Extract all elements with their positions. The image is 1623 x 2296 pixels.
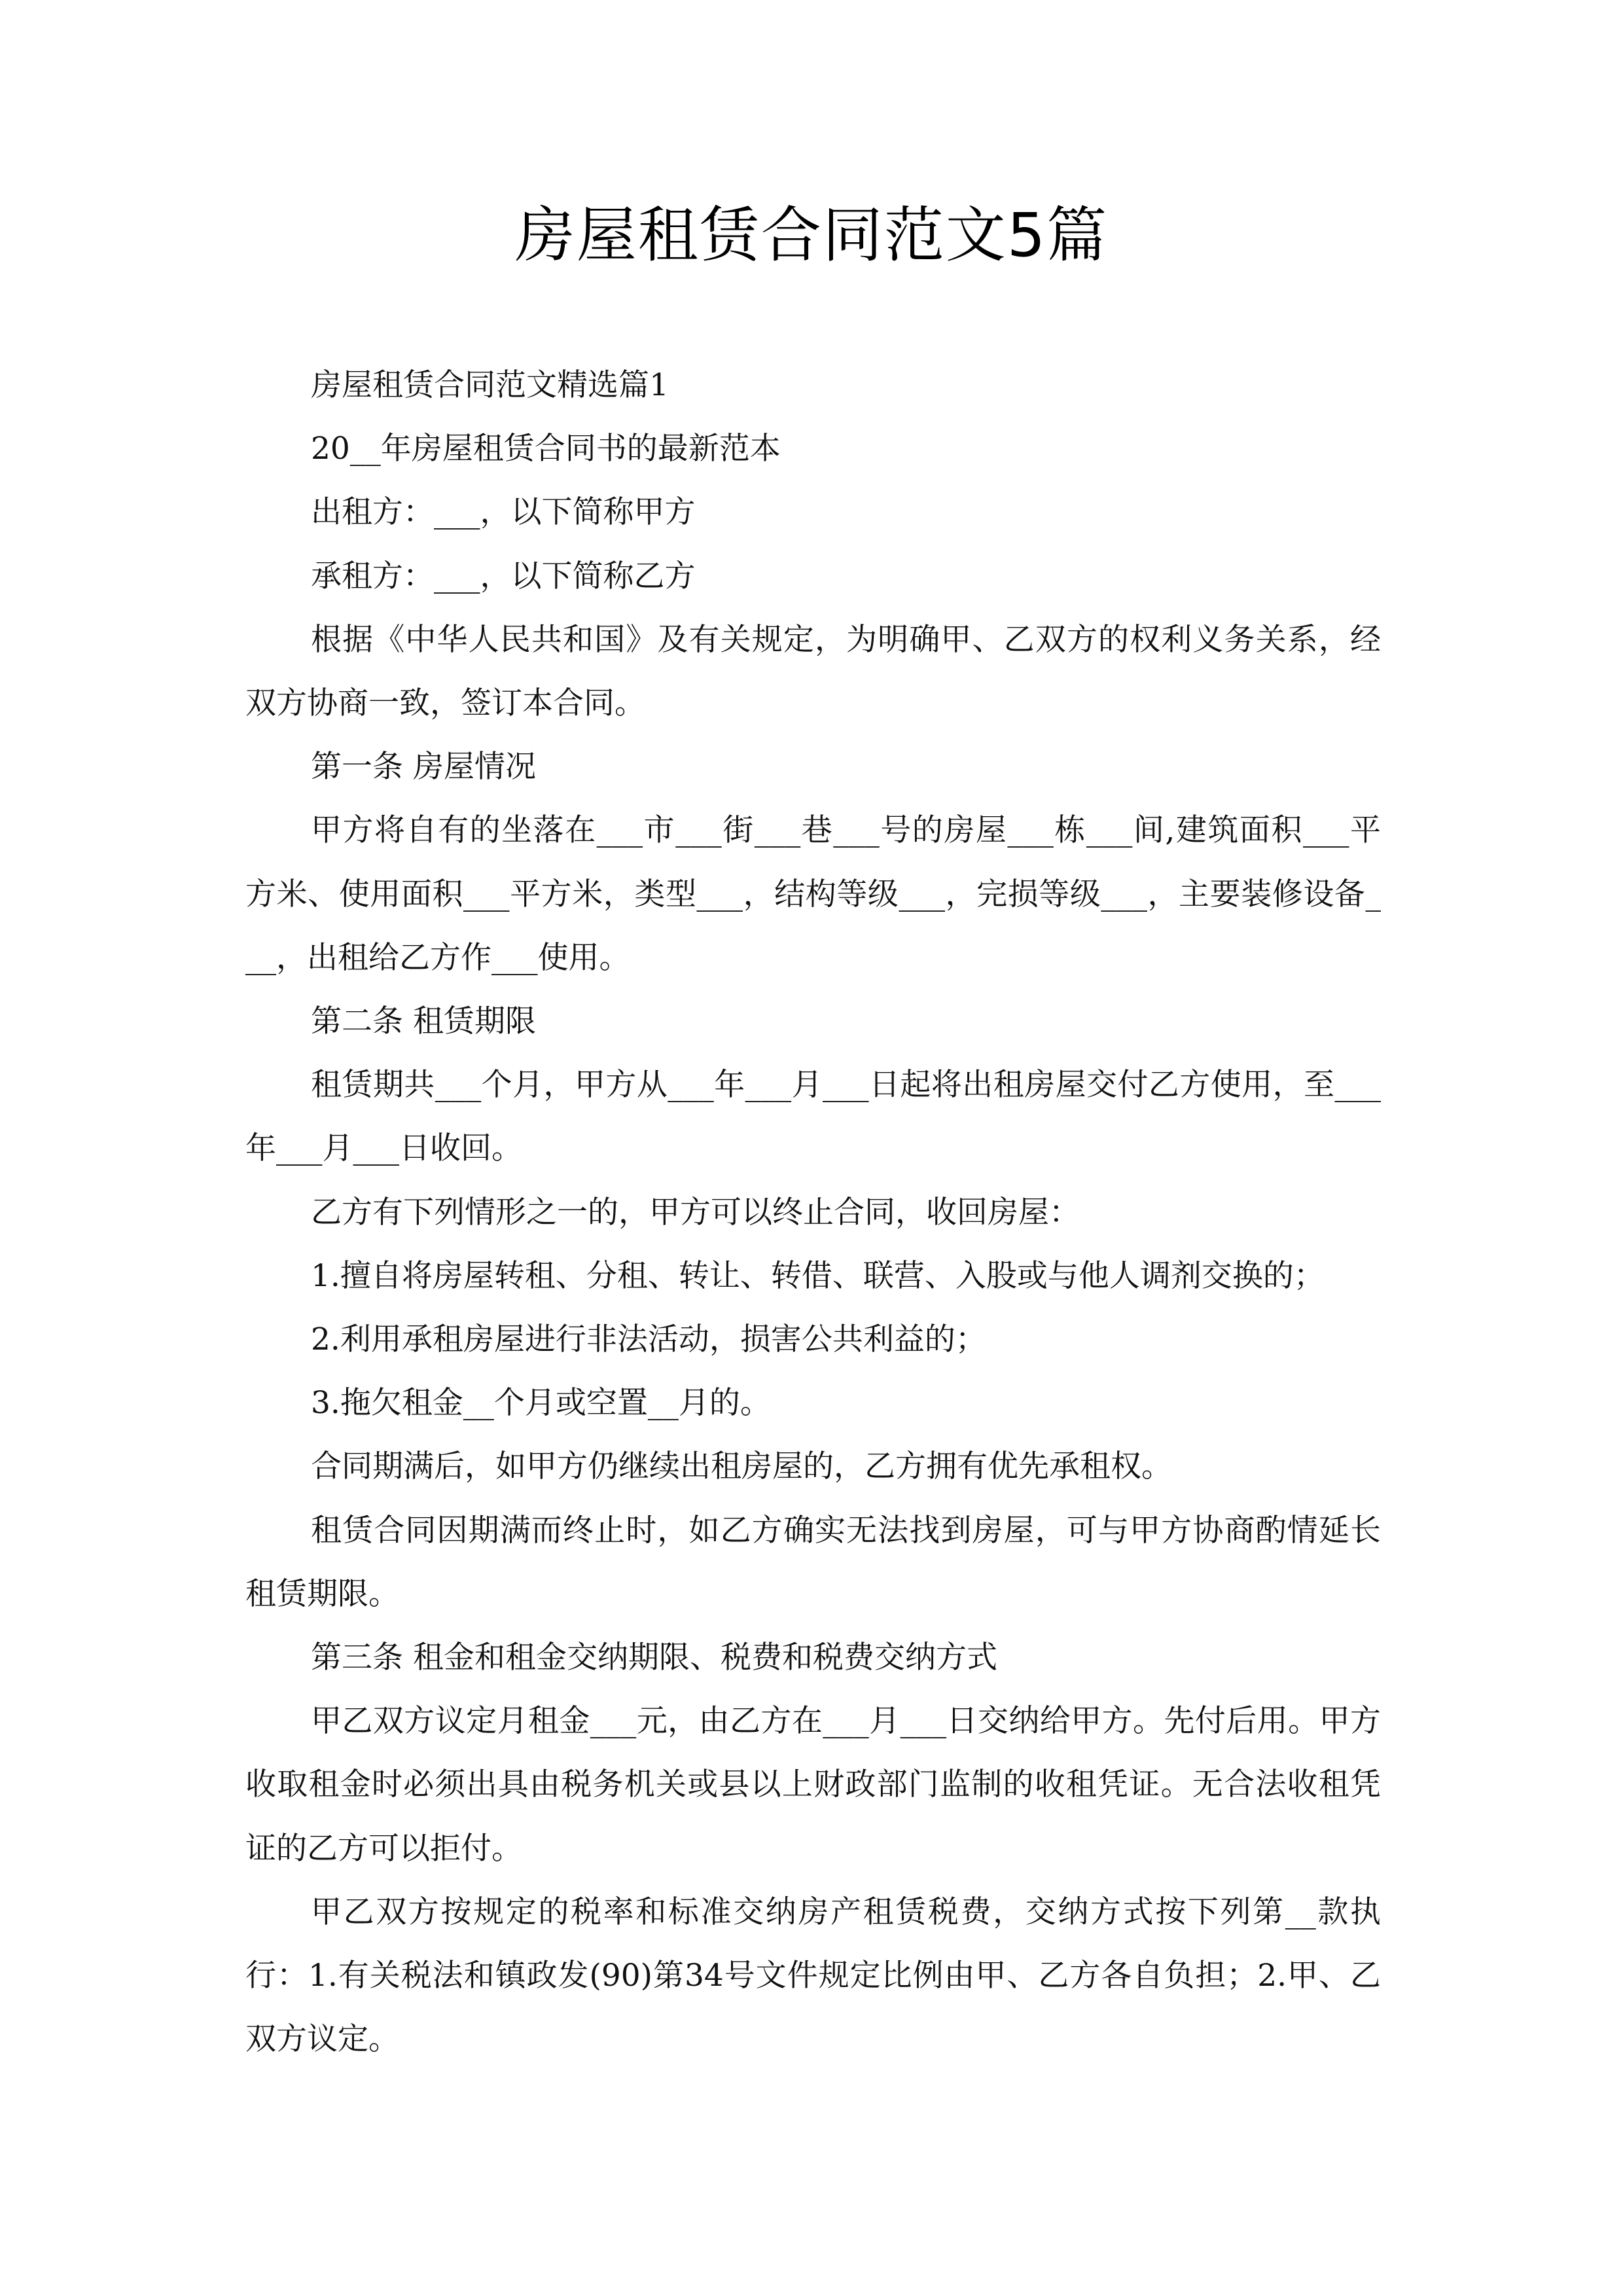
article-3-heading: 第三条 租金和租金交纳期限、税费和税费交纳方式 [311, 1640, 997, 1676]
lessor-line: 出租方：___，以下简称甲方 [311, 494, 696, 531]
termination-condition-2: 2.利用承租房屋进行非法活动，损害公共利益的； [311, 1321, 986, 1358]
rent-payment-paragraph: 甲乙双方议定月租金___元，由乙方在___月___日交纳给甲方。先付后用。甲方收取租金时必须出具由税务机关或县以上财政部门监制的收租凭证。无合法收租凭证的乙方可以拒付。 [245, 1703, 1381, 1867]
article-1-body: 甲方将自有的坐落在___市___街___巷___号的房屋___栋___间,建筑面积___平方米、使用面积___平方米，类型___，结构等级___，完损等级___，主要装修设备___，出租给乙方作___使用。 [245, 812, 1381, 976]
termination-conditions-intro: 乙方有下列情形之一的，甲方可以终止合同，收回房屋： [311, 1194, 1080, 1230]
lessee-line: 承租方：___，以下简称乙方 [311, 558, 696, 594]
document-title: 房屋租赁合同范文5篇 [514, 200, 1109, 270]
document-body [245, 353, 1381, 2071]
renewal-priority-paragraph: 合同期满后，如甲方仍继续出租房屋的，乙方拥有优先承租权。 [311, 1448, 1172, 1485]
article-2-term: 租赁期共___个月，甲方从___年___月___日起将出租房屋交付乙方使用，至___年___月___日收回。 [245, 1067, 1381, 1167]
article-2-heading: 第二条 租赁期限 [311, 1003, 536, 1040]
article-1-heading: 第一条 房屋情况 [311, 749, 536, 785]
termination-condition-1: 1.擅自将房屋转租、分租、转让、转借、联营、入股或与他人调剂交换的； [311, 1257, 1325, 1294]
preamble-paragraph: 根据《中华人民共和国》及有关规定，为明确甲、乙双方的权利义务关系，经双方协商一致，签订本合同。 [245, 621, 1381, 722]
termination-condition-3: 3.拖欠租金__个月或空置__月的。 [311, 1385, 771, 1422]
contract-subtitle: 20__年房屋租赁合同书的最新范本 [311, 431, 781, 467]
extension-paragraph: 租赁合同因期满而终止时，如乙方确实无法找到房屋，可与甲方协商酌情延长租赁期限。 [245, 1512, 1381, 1612]
section-heading-template-1: 房屋租赁合同范文精选篇1 [311, 367, 669, 403]
tax-payment-paragraph: 甲乙双方按规定的税率和标准交纳房产租赁税费，交纳方式按下列第__款执行：1.有关税法和镇政发(90)第34号文件规定比例由甲、乙方各自负担；2.甲、乙双方议定。 [245, 1893, 1381, 2058]
